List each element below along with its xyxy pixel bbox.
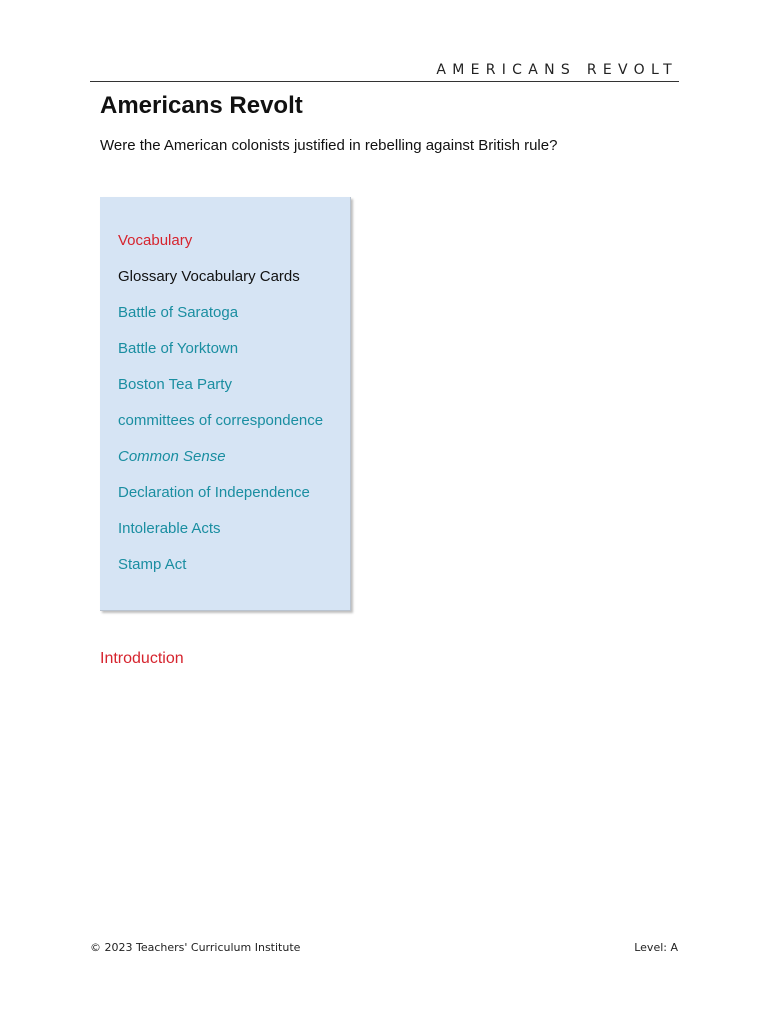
vocab-term-common-sense[interactable]: Common Sense [118, 448, 226, 465]
vocabulary-list [118, 232, 323, 592]
vocabulary-heading: Vocabulary [118, 232, 193, 249]
vocabulary-box [100, 197, 351, 611]
vocab-term-intolerable-acts[interactable]: Intolerable Acts [118, 520, 221, 537]
glossary-vocabulary-cards-label: Glossary Vocabulary Cards [118, 268, 300, 285]
footer-copyright: © 2023 Teachers' Curriculum Institute [90, 941, 301, 954]
vocab-term-battle-of-saratoga[interactable]: Battle of Saratoga [118, 304, 239, 321]
running-header: AMERICANS REVOLT [436, 62, 678, 78]
vocab-term-declaration-of-independence[interactable]: Declaration of Independence [118, 484, 310, 501]
vocab-term-stamp-act[interactable]: Stamp Act [118, 556, 187, 573]
page-title: Americans Revolt [100, 92, 303, 119]
header-divider [90, 81, 679, 82]
introduction-heading: Introduction [100, 650, 184, 667]
vocab-term-battle-of-yorktown[interactable]: Battle of Yorktown [118, 340, 239, 357]
essential-question: Were the American colonists justified in rebelling against British rule? [100, 137, 558, 154]
vocab-term-committees-of-correspondence[interactable]: committees of correspondence [118, 412, 324, 429]
vocab-term-boston-tea-party[interactable]: Boston Tea Party [118, 376, 232, 393]
footer-level: Level: A [634, 941, 678, 954]
